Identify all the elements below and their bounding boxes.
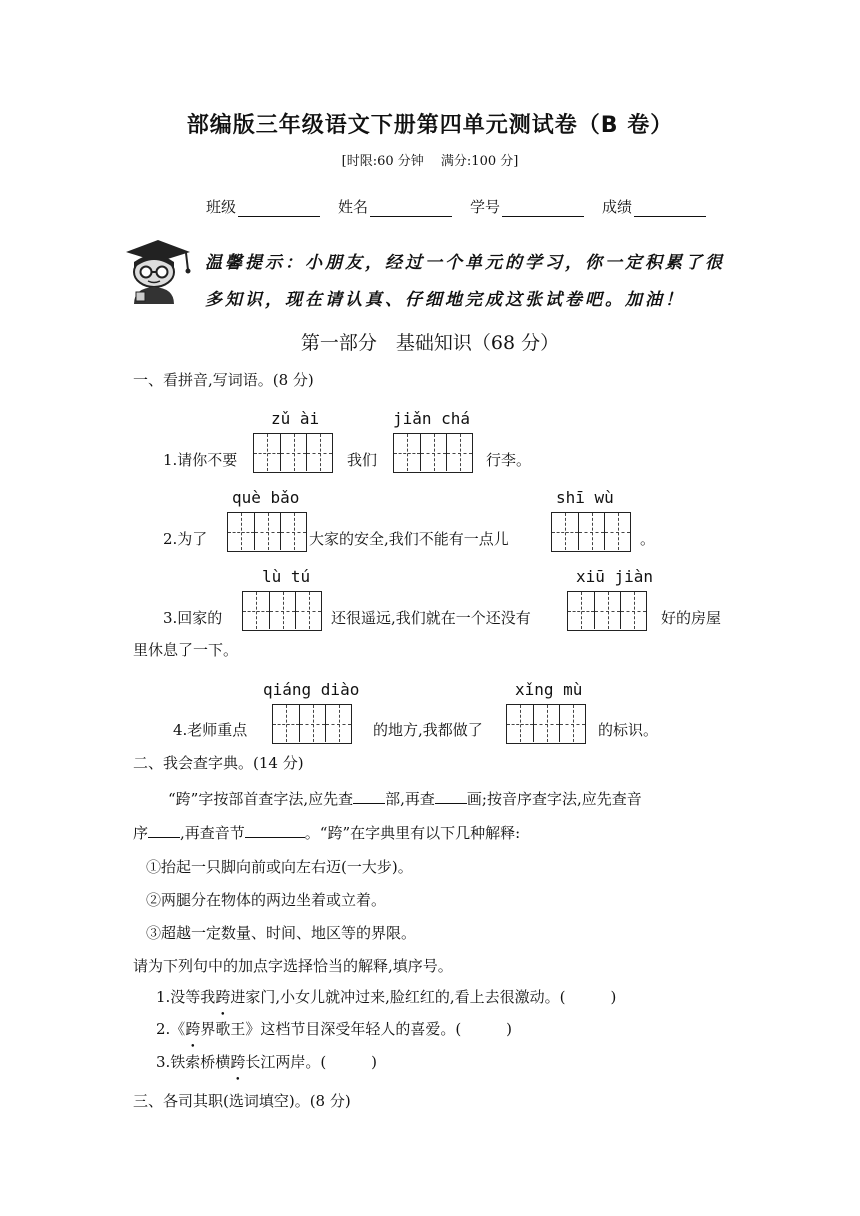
- pinyin: xiū jiàn: [576, 567, 654, 586]
- instruction: 请为下列句中的加点字选择恰当的解释,填序号。: [133, 957, 453, 975]
- question-text: 4.老师重点: [173, 721, 248, 739]
- question-text: 2.为了: [163, 530, 208, 548]
- student-number-field[interactable]: 学号: [470, 196, 584, 217]
- pinyin: lù tú: [262, 567, 311, 586]
- char-grid[interactable]: [506, 704, 586, 744]
- radical-blank[interactable]: [353, 789, 385, 804]
- part-heading: 第一部分 基础知识（68 分）: [300, 332, 560, 354]
- name-field[interactable]: 姓名: [338, 196, 452, 217]
- question-text: 的地方,我都做了: [373, 721, 483, 739]
- section-1-title: 一、看拼音,写词语。(8 分): [133, 371, 314, 389]
- pinyin: xǐng mù: [515, 680, 583, 699]
- question-text: 3.回家的: [163, 609, 223, 627]
- pinyin: jiǎn chá: [393, 409, 471, 428]
- section-2-title: 二、我会查字典。(14 分): [133, 754, 304, 772]
- question-text: 大家的安全,我们不能有一点儿: [309, 530, 509, 548]
- question-text: 行李。: [486, 451, 532, 469]
- question-text: 好的房屋: [661, 609, 722, 627]
- exam-meta: [时限:60 分钟 满分:100 分]: [341, 154, 519, 169]
- score-field[interactable]: 成绩: [602, 196, 706, 217]
- syllable-blank[interactable]: [245, 823, 305, 838]
- char-grid[interactable]: [227, 512, 307, 552]
- page-title: 部编版三年级语文下册第四单元测试卷（B 卷）: [186, 113, 674, 138]
- question-text: 还很遥远,我们就在一个还没有: [331, 609, 531, 627]
- pinyin: què bǎo: [232, 488, 300, 507]
- tip-line-2: 多知识，现在请认真、仔细地完成这张试卷吧。加油！: [205, 290, 685, 310]
- question-text: 。: [640, 530, 656, 548]
- pinyin: qiáng diào: [263, 680, 360, 699]
- question-text: 1.请你不要: [163, 451, 238, 469]
- pinyin: zǔ ài: [271, 409, 320, 428]
- pinyin: shī wù: [556, 488, 614, 507]
- char-grid[interactable]: [242, 591, 322, 631]
- sentence-1: 1.没等我跨进家门,小女儿就冲过来,脸红红的,看上去很激动。( ): [156, 988, 617, 1006]
- dictionary-question-line-2: 序 ,再查音节 。“跨”在字典里有以下几种解释:: [133, 824, 521, 842]
- tip-line-1: 温馨提示：小朋友，经过一个单元的学习，你一定积累了很: [205, 253, 725, 273]
- definition-1: ①抬起一只脚向前或向左右迈(一大步)。: [146, 858, 413, 876]
- stroke-blank[interactable]: [435, 789, 467, 804]
- student-info-row: [206, 196, 724, 217]
- graduate-mascot-icon: [120, 238, 194, 306]
- section-3-title: 三、各司其职(选词填空)。(8 分): [133, 1092, 351, 1110]
- char-grid[interactable]: [253, 433, 333, 473]
- char-grid[interactable]: [551, 512, 631, 552]
- sentence-2: 2.《跨界歌王》这档节目深受年轻人的喜爱。( ): [156, 1020, 513, 1038]
- dictionary-question-line-1: “跨”字按部首查字法,应先查 部,再查 画;按音序查字法,应先查音: [168, 790, 642, 808]
- question-text: 的标识。: [598, 721, 659, 739]
- char-grid[interactable]: [567, 591, 647, 631]
- definition-3: ③超越一定数量、时间、地区等的界限。: [146, 924, 417, 942]
- definition-2: ②两腿分在物体的两边坐着或立着。: [146, 891, 387, 909]
- sentence-3: 3.铁索桥横跨长江两岸。( ): [156, 1053, 378, 1071]
- char-grid[interactable]: [272, 704, 352, 744]
- char-grid[interactable]: [393, 433, 473, 473]
- initial-letter-blank[interactable]: [148, 823, 180, 838]
- class-field[interactable]: 班级: [206, 196, 320, 217]
- question-text: 我们: [347, 451, 378, 469]
- question-text: 里休息了一下。: [133, 641, 239, 659]
